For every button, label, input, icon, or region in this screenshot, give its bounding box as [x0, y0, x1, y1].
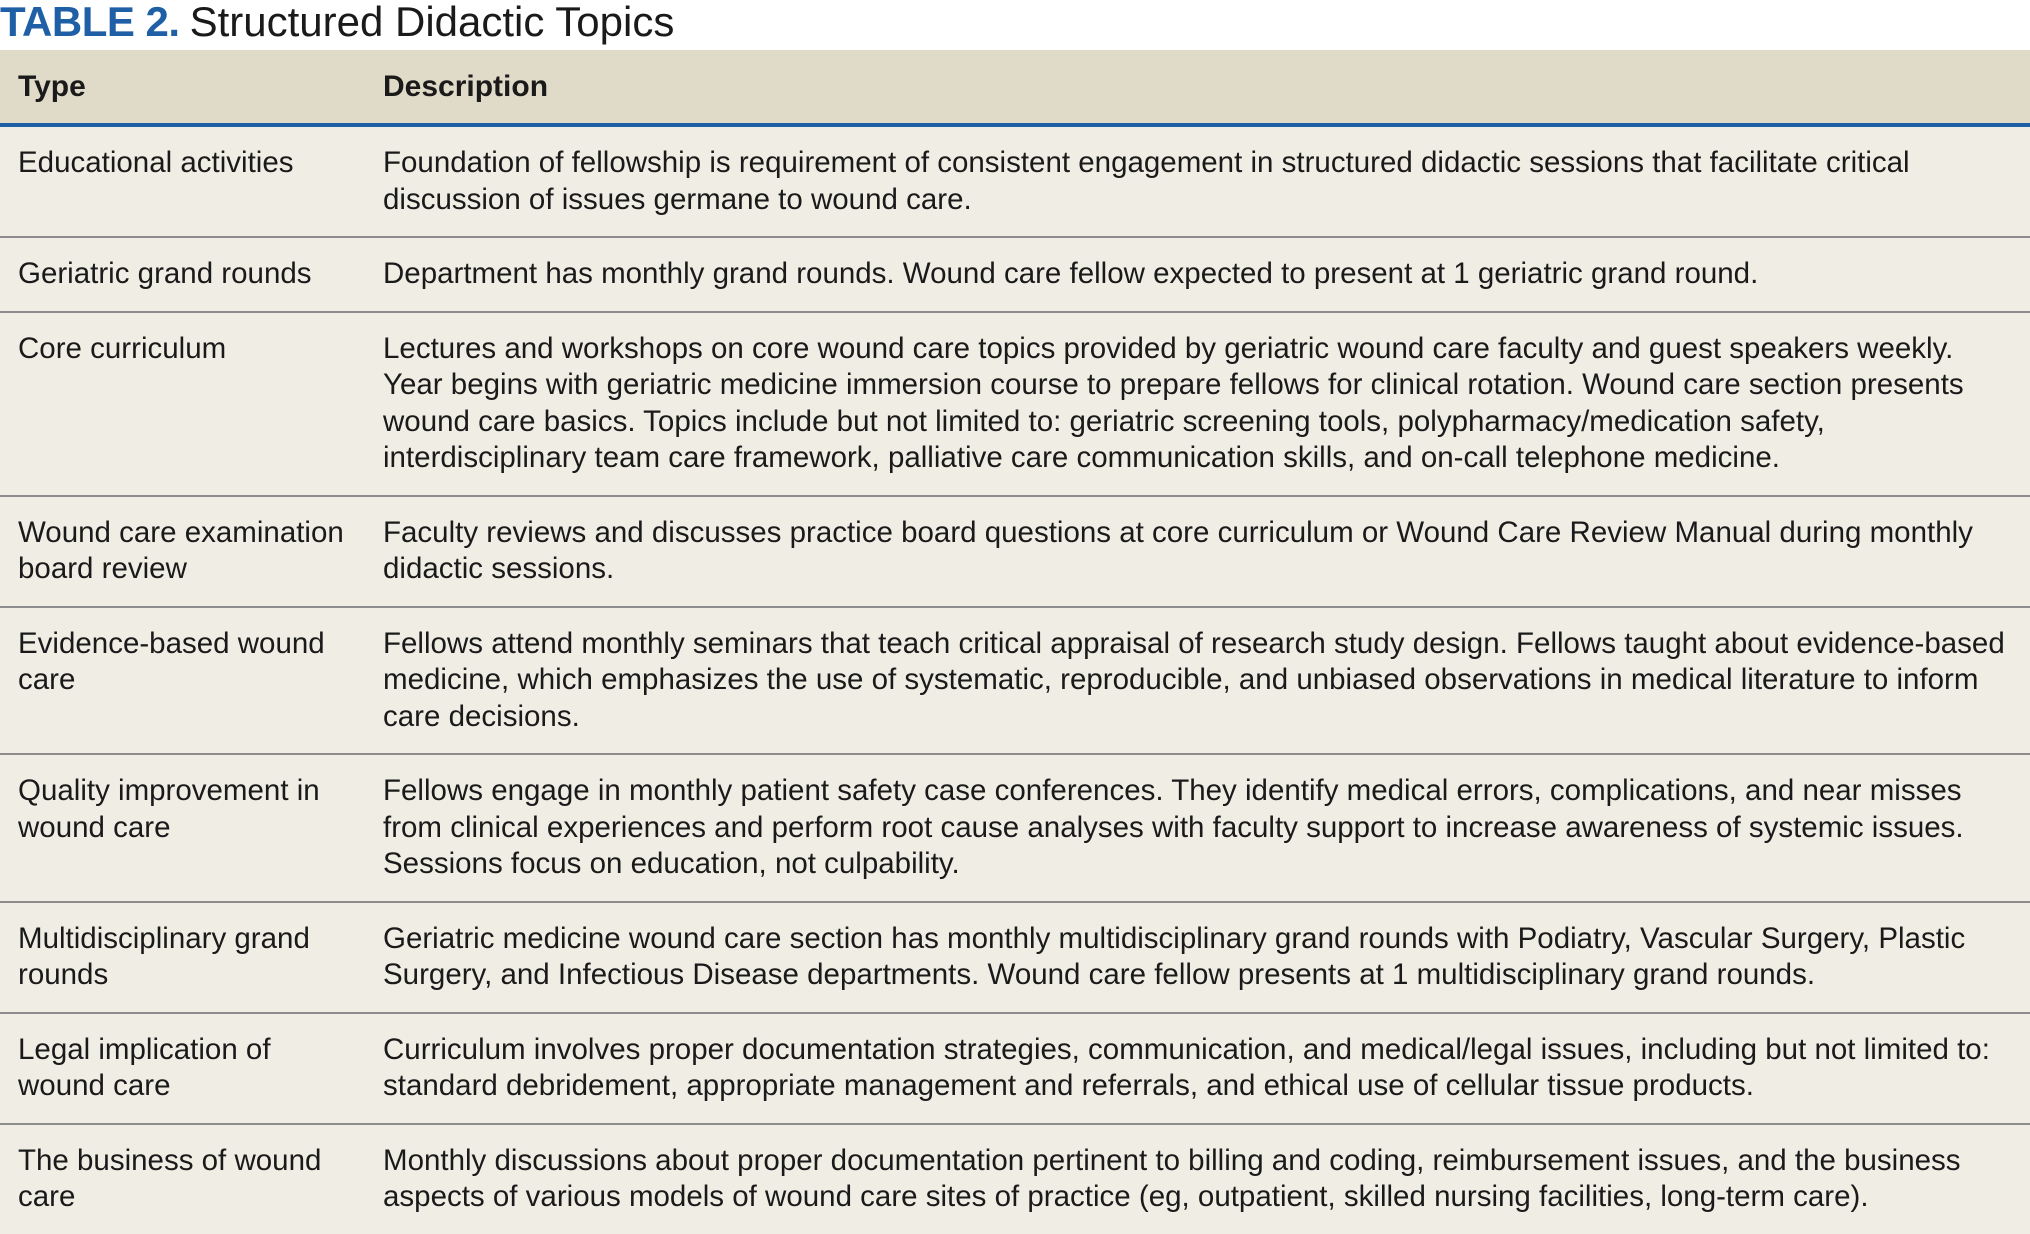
table-caption — [0, 0, 2030, 50]
table-row — [0, 1013, 2030, 1124]
cell-type: The business of wound care — [18, 1143, 322, 1213]
cell-type: Geriatric grand rounds — [0, 237, 365, 312]
table-header — [0, 50, 2030, 125]
cell-description: Curriculum involves proper documentation strategies, communication, and medical/legal issues, including but not limited to: standard debridement, appropriate management and referrals, and ethical use of cellular tissue products. — [365, 1013, 2030, 1124]
table-row — [0, 1124, 2030, 1234]
cell-description: Fellows attend monthly seminars that teach critical appraisal of research study design. Fellows taught about evidence-based medicine, which emphasizes the use of systematic, reproducible, and unbiased observations in medical literature to inform care decisions. — [365, 607, 2030, 755]
table-row — [0, 312, 2030, 496]
cell-description: Monthly discussions about proper documentation pertinent to billing and coding, reimbursement issues, and the business aspects of various models of wound care sites of practice (eg, outpatient, skilled nursing facilities, long-term care). — [383, 1143, 1961, 1213]
table-body — [0, 125, 2030, 1234]
table-label: TABLE 2. — [0, 0, 180, 45]
cell-type: Legal implication of wound care — [0, 1013, 365, 1124]
cell-type: Multidisciplinary grand rounds — [0, 902, 365, 1013]
table-title: Structured Didactic Topics — [189, 0, 675, 45]
table-row — [0, 754, 2030, 902]
table-row — [0, 607, 2030, 755]
header-row — [0, 50, 2030, 125]
table-row — [0, 237, 2030, 312]
cell-description: Lectures and workshops on core wound care topics provided by geriatric wound care faculty and guest speakers weekly. Year begins with geriatric medicine immersion course to prepare fellows for clinical rotation. Wound care section presents wound care basics. Topics include but not limited to: geriatric screening tools, polypharmacy/medication safety, interdisciplinary team care framework, palliative care communication skills, and on-call telephone medicine. — [365, 312, 2030, 496]
column-header-description: Description — [365, 50, 2030, 125]
cell-type: Core curriculum — [0, 312, 365, 496]
cell-type: Wound care examination board review — [0, 496, 365, 607]
cell-type: Educational activities — [0, 125, 365, 237]
cell-type: Quality improvement in wound care — [0, 754, 365, 902]
cell-description: Fellows engage in monthly patient safety case conferences. They identify medical errors, complications, and near misses from clinical experiences and perform root cause analyses with faculty support to increase awareness of systemic issues. Sessions focus on education, not culpability. — [365, 754, 2030, 902]
cell-type: Evidence-based wound care — [0, 607, 365, 755]
cell-description: Department has monthly grand rounds. Wound care fellow expected to present at 1 geriatric grand round. — [365, 237, 2030, 312]
didactic-topics-table — [0, 50, 2030, 1234]
cell-description: Faculty reviews and discusses practice board questions at core curriculum or Wound Care Review Manual during monthly didactic sessions. — [365, 496, 2030, 607]
column-header-type: Type — [0, 50, 365, 125]
table-row — [0, 496, 2030, 607]
cell-description: Foundation of fellowship is requirement of consistent engagement in structured didactic sessions that facilitate critical discussion of issues germane to wound care. — [365, 125, 2030, 237]
cell-description: Geriatric medicine wound care section has monthly multidisciplinary grand rounds with Podiatry, Vascular Surgery, Plastic Surgery, and Infectious Disease departments. Wound care fellow presents at 1 multidisciplinary grand rounds. — [365, 902, 2030, 1013]
table-row — [0, 125, 2030, 237]
table-row — [0, 902, 2030, 1013]
